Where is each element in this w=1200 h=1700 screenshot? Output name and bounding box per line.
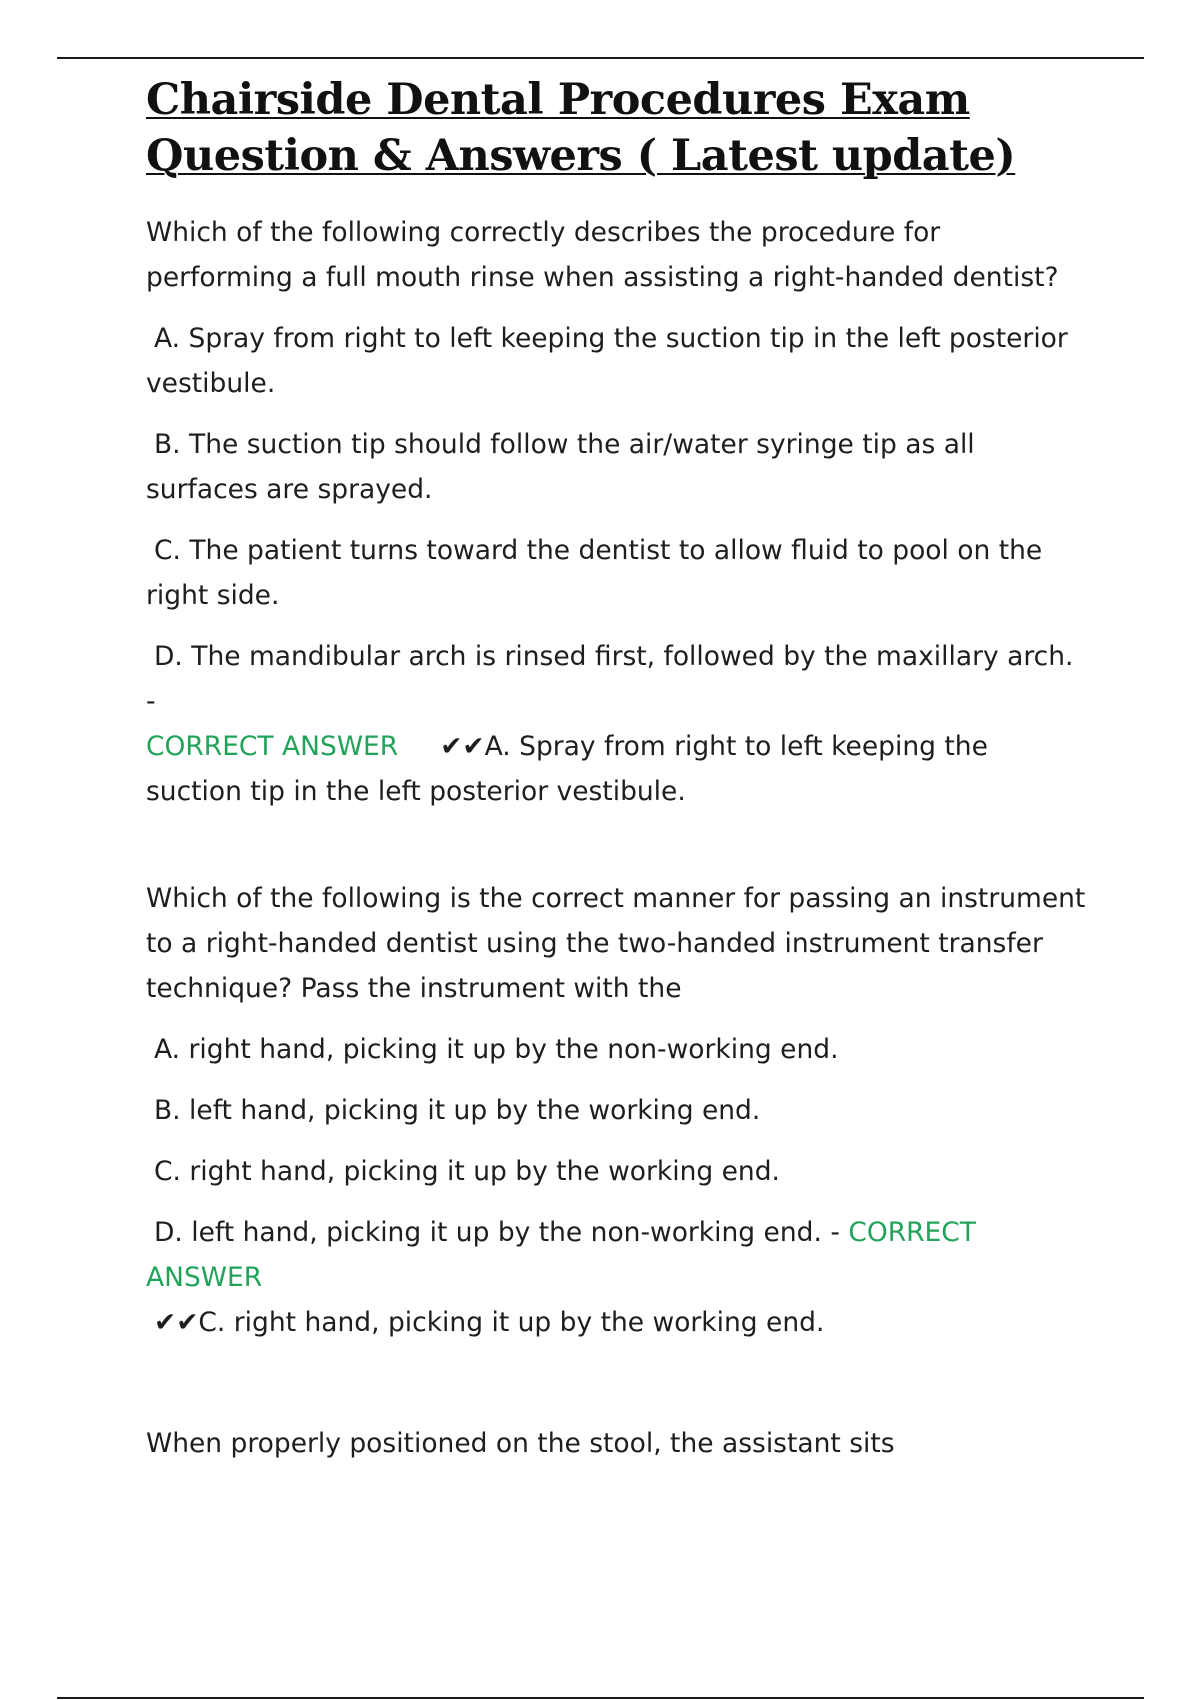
- option-c: C. right hand, picking it up by the working end.: [154, 1156, 780, 1187]
- answer-text: A. Spray from right to left keeping the suction tip in the left posterior vestibule.: [146, 731, 988, 807]
- footer-rule: [57, 1697, 1144, 1699]
- check-icon: ✔✔: [440, 731, 485, 762]
- option-d: D. The mandibular arch is rinsed first, followed by the maxillary arch. -: [146, 641, 1074, 717]
- option-a: A. right hand, picking it up by the non-working end.: [154, 1034, 839, 1065]
- option-b: B. The suction tip should follow the air/water syringe tip as all surfaces are sprayed.: [146, 429, 975, 505]
- answer-text: C. right hand, picking it up by the working end.: [198, 1307, 825, 1338]
- correct-answer-label: CORRECT ANSWER: [146, 1217, 976, 1293]
- correct-answer-label: CORRECT ANSWER: [146, 731, 399, 762]
- question-text: Which of the following correctly describes the procedure for performing a full mouth rinse when assisting a right-handed dentist?: [146, 217, 1059, 293]
- option-a: A. Spray from right to left keeping the suction tip in the left posterior vestibule.: [146, 323, 1068, 399]
- document-body: [146, 72, 1091, 1466]
- question-text: When properly positioned on the stool, the assistant sits: [146, 1428, 895, 1459]
- option-d-with-answer: [146, 1210, 1091, 1345]
- check-icon: ✔✔: [154, 1307, 199, 1338]
- document-title: Chairside Dental Procedures Exam Question & Answers ( Latest update): [146, 75, 1016, 181]
- option-b: B. left hand, picking it up by the working end.: [154, 1095, 761, 1126]
- question-block-2: [146, 876, 1091, 1345]
- header-rule: [57, 57, 1144, 59]
- option-c: C. The patient turns toward the dentist to allow fluid to pool on the right side.: [146, 535, 1043, 611]
- question-block-3: [146, 1421, 1091, 1466]
- option-d: D. left hand, picking it up by the non-working end. -: [154, 1217, 840, 1248]
- option-d-with-answer: [146, 634, 1091, 814]
- question-block-1: [146, 210, 1091, 814]
- question-text: Which of the following is the correct manner for passing an instrument to a right-handed dentist using the two-handed instrument transfer technique? Pass the instrument with the: [146, 883, 1086, 1004]
